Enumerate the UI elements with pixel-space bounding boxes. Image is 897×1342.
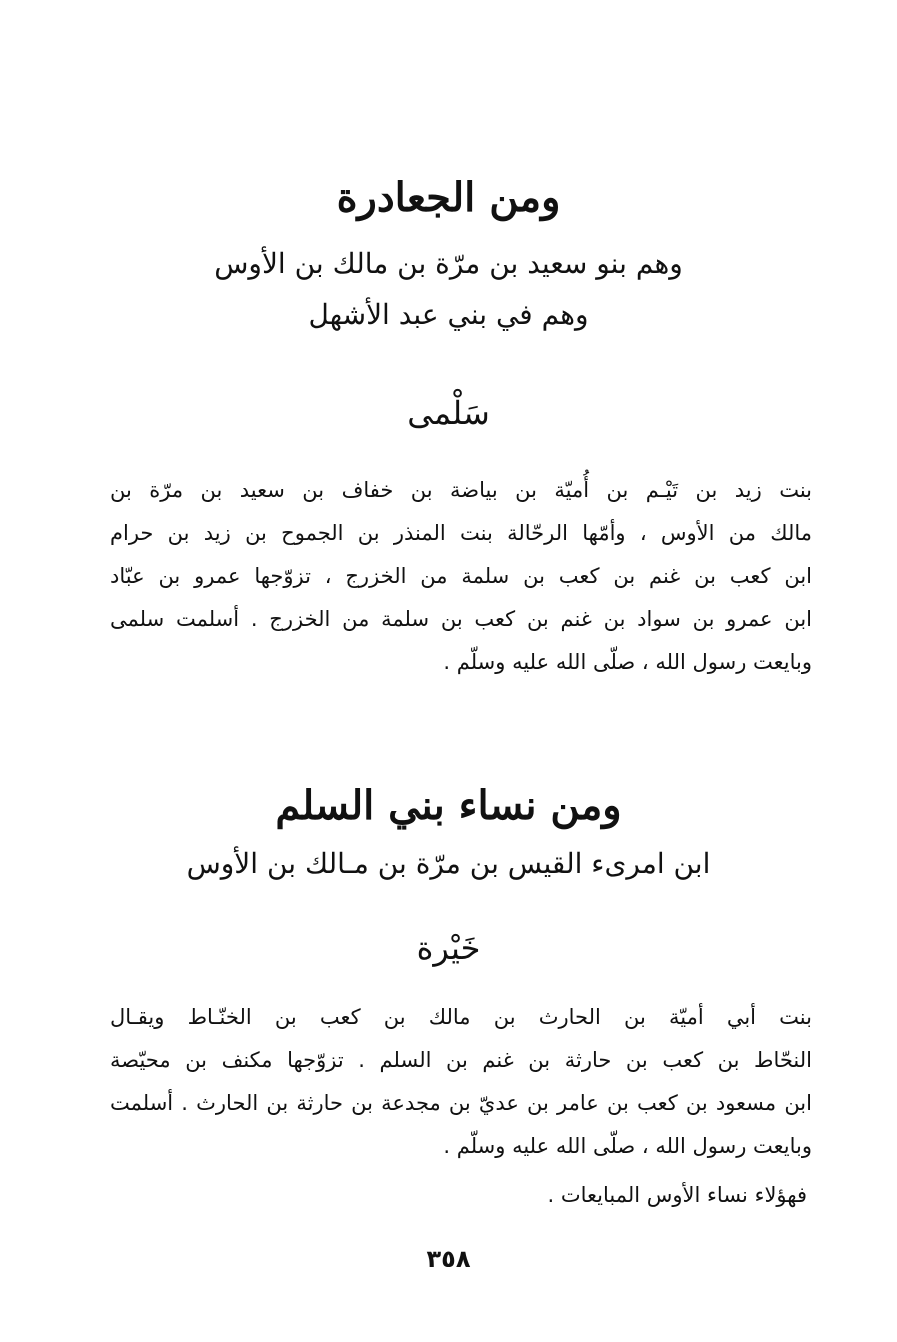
paragraph-line: ابن مسعود بن كعب بن عامر بن عديّ بن مجدعة بن حارثة بن الحارث . أسلمت	[110, 1091, 812, 1115]
paragraph-line: بنت زيد بن تَيْـم بن أُميّة بن بياضة بن خفاف بن سعيد بن مرّة بن	[110, 478, 812, 502]
section-subtitle-line2: وهم في بني عبد الأشهل	[308, 298, 589, 331]
biography-paragraph-salma	[110, 469, 812, 684]
paragraph-line: ابن عمرو بن سواد بن غنم بن كعب بن سلمة من الخزرج . أسلمت سلمى	[110, 607, 812, 631]
section-title-jaadira: ومن الجعادرة	[336, 174, 561, 221]
closing-line: فهؤلاء نساء الأوس المبايعات .	[547, 1183, 807, 1207]
biography-paragraph-khayra	[110, 996, 812, 1168]
section-subtitle-line1: وهم بنو سعيد بن مرّة بن مالك بن الأوس	[214, 247, 683, 280]
paragraph-line: بنت أبي أميّة بن الحارث بن مالك بن كعب بن الخنّـاط ويقـال	[110, 1005, 812, 1029]
entry-name-khayra: خَيْرة	[416, 929, 481, 967]
section-subtitle: ابن امرىء القيس بن مرّة بن مـالك بن الأوس	[186, 847, 711, 880]
page-number: ٣٥٨	[426, 1245, 471, 1273]
entry-name-salma: سَلْمى	[407, 394, 490, 432]
paragraph-line: وبايعت رسول الله ، صلّى الله عليه وسلّم .	[443, 650, 812, 674]
paragraph-line: النحّاط بن كعب بن حارثة بن غنم بن السلم . تزوّجها مكنف بن محيّصة	[110, 1048, 812, 1072]
paragraph-line: مالك من الأوس ، وأمّها الرحّالة بنت المنذر بن الجموح بن زيد بن حرام	[110, 521, 812, 545]
paragraph-line: ابن كعب بن غنم بن كعب بن سلمة من الخزرج ، تزوّجها عمرو بن عبّاد	[110, 564, 812, 588]
section-title-bani-salam: ومن نساء بني السلم	[275, 782, 622, 829]
paragraph-line: وبايعت رسول الله ، صلّى الله عليه وسلّم .	[443, 1134, 812, 1158]
